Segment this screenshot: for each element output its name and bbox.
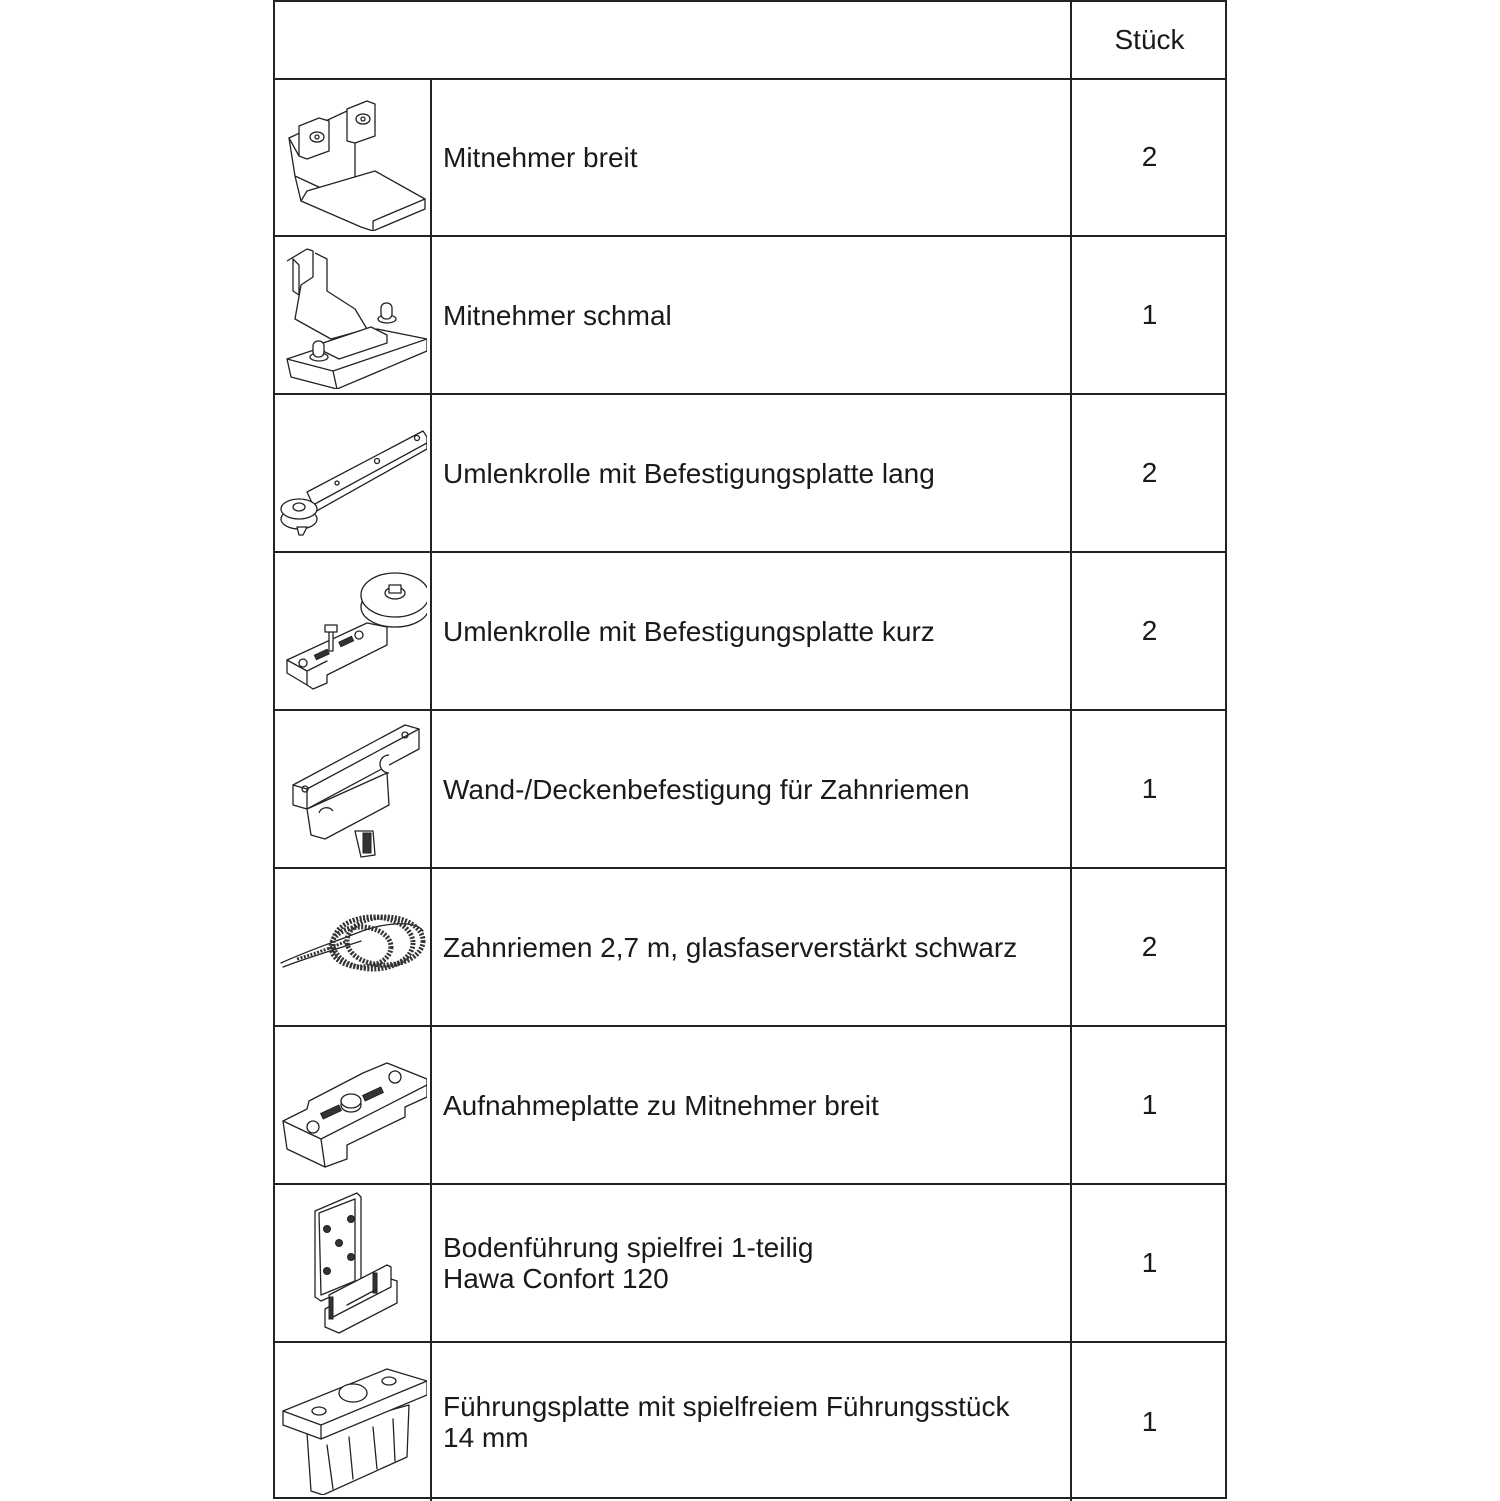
part-image-cell	[275, 869, 432, 1025]
part-description	[443, 237, 1067, 393]
table-row	[275, 79, 1225, 237]
part-description-line: Aufnahmeplatte zu Mitnehmer breit	[443, 1089, 879, 1121]
part-image-cell	[275, 1185, 432, 1341]
part-description-line: Bodenführung spielfrei 1-teilig	[443, 1232, 814, 1263]
part-description	[443, 553, 1067, 709]
narrow-carrier-icon	[277, 239, 427, 389]
toothed-belt-icon	[277, 871, 427, 1021]
table-row	[275, 869, 1225, 1027]
part-description-line: Zahnriemen 2,7 m, glasfaserverstärkt schwarz	[443, 931, 1018, 963]
table-row	[275, 553, 1225, 711]
part-image-cell	[275, 553, 432, 709]
part-description-line: Hawa Confort 120	[443, 1263, 669, 1294]
part-description	[443, 79, 1067, 235]
part-description-line: Mitnehmer schmal	[443, 299, 672, 331]
wide-carrier-icon	[277, 81, 427, 231]
part-description	[443, 1027, 1067, 1183]
parts-table	[273, 0, 1227, 1499]
part-quantity: 1	[1070, 1185, 1227, 1341]
table-row	[275, 237, 1225, 395]
pulley-long-plate-icon	[277, 397, 427, 547]
part-quantity: 1	[1070, 711, 1227, 867]
guide-plate-icon	[277, 1345, 427, 1495]
table-row	[275, 395, 1225, 553]
table-header	[275, 0, 1225, 80]
part-description	[443, 869, 1067, 1025]
part-description	[443, 1185, 1067, 1341]
table-row	[275, 1027, 1225, 1185]
table-row	[275, 1185, 1225, 1343]
table-row	[275, 711, 1225, 869]
part-description-line: Führungsplatte mit spielfreiem Führungsstück	[443, 1391, 1010, 1422]
part-image-cell	[275, 1343, 432, 1501]
part-description-line: Mitnehmer breit	[443, 141, 638, 173]
floor-guide-icon	[277, 1187, 427, 1337]
part-image-cell	[275, 1027, 432, 1183]
part-description-line: Wand-/Deckenbefestigung für Zahnriemen	[443, 773, 970, 805]
part-description	[443, 395, 1067, 551]
table-row	[275, 1343, 1225, 1501]
part-description-line: Umlenkrolle mit Befestigungsplatte lang	[443, 457, 935, 489]
part-quantity: 2	[1070, 553, 1227, 709]
mounting-plate-icon	[277, 1029, 427, 1179]
part-image-cell	[275, 711, 432, 867]
part-image-cell	[275, 79, 432, 235]
part-quantity: 1	[1070, 237, 1227, 393]
pulley-short-plate-icon	[277, 555, 427, 705]
part-description	[443, 711, 1067, 867]
part-description	[443, 1343, 1067, 1501]
part-description-line: Umlenkrolle mit Befestigungsplatte kurz	[443, 615, 935, 647]
part-image-cell	[275, 237, 432, 393]
part-image-cell	[275, 395, 432, 551]
part-quantity: 1	[1070, 1343, 1227, 1501]
quantity-column-header: Stück	[1070, 2, 1227, 78]
part-quantity: 2	[1070, 79, 1227, 235]
part-quantity: 2	[1070, 869, 1227, 1025]
part-quantity: 1	[1070, 1027, 1227, 1183]
part-description-line: 14 mm	[443, 1422, 529, 1453]
part-quantity: 2	[1070, 395, 1227, 551]
wall-ceiling-mount-icon	[277, 713, 427, 863]
